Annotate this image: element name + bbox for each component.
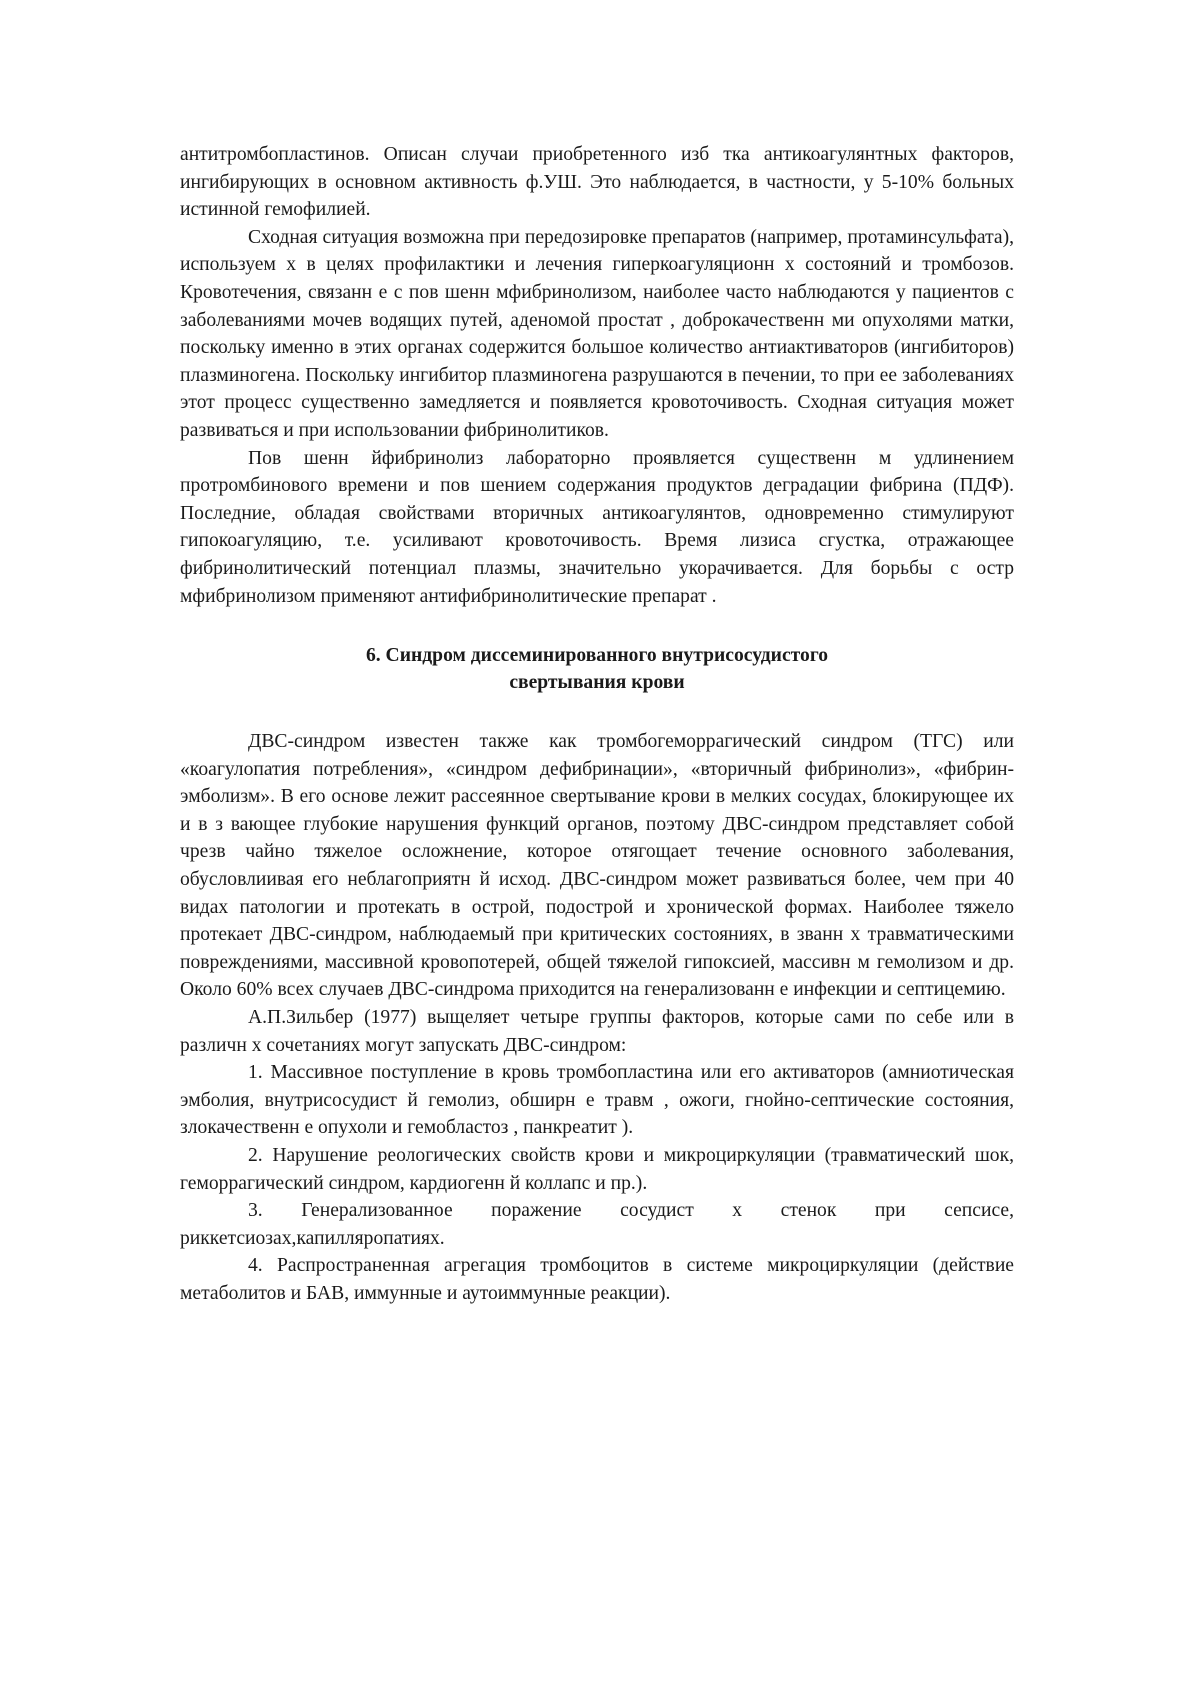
document-page (180, 141, 1014, 1308)
section-heading-line-1: 6. Синдром диссеминированного внутрисосудистого (365, 645, 829, 667)
list-item-factor-1: 1. Массивное поступление в кровь тромбопластина или его активаторов (амниотическая эмболия, внутрисосудист й гемолиз, обширн е травм , ожоги, гнойно-септические состояния, злокачественн е опухоли и гемобластоз , панкреатит ). (180, 1062, 1014, 1139)
list-item-factor-2: 2. Нарушение реологических свойств крови и микроциркуляции (травматический шок, геморрагический синдром, кардиогенн й коллапс и пр.). (180, 1145, 1014, 1194)
paragraph-antithromboplastins: антитромбопластинов. Описан случаи приобретенного изб тка антикоагулянтных факторов, ингибирующих в основном активность ф.УШ. Это наблюдается, в частности, у 5-10% больных истинной гемофилией. (180, 144, 1014, 221)
paragraph-overdose-situation: Сходная ситуация возможна при передозировке препаратов (например, протаминсульфата), используем х в целях профилактики и лечения гиперкоагуляционн х состояний и тромбозов. Кровотечения, связанн е с пов шенн мфибринолизом, наиболее часто наблюдаются у пациентов с заболеваниями мочев водящих путей, аденомой простат , доброкачественн ми опухолями матки, поскольку именно в этих органах содержится большое количество антиактиваторов (ингибиторов) плазминогена. Поскольку ингибитор плазминогена разрушаются в печении, то при ее заболеваниях этот процесс существенно замедляется и появляется кровоточивость. Сходная ситуация может развиваться и при использовании фибринолитиков. (180, 226, 1014, 441)
paragraph-dic-definition: ДВС-синдром известен также как тромбогеморрагический синдром (ТГС) или «коагулопатия потребления», «синдром дефибринации», «вторичный фибринолиз», «фибрин-эмболизм». В его основе лежит рассеянное свертывание крови в мелких сосудах, блокирующее их и в з вающее глубокие нарушения функций органов, поэтому ДВС-синдром представляет собой чрезв чайно тяжелое осложнение, которое отягощает течение основного заболевания, обусловлиивая его неблагоприятн й исход. ДВС-синдром может развиваться более, чем при 40 видах патологии и протекать в острой, подострой и хронической формах. Наиболее тяжело протекает ДВС-синдром, наблюдаемый при критических состояниях, в званн х травматическими повреждениями, массивной кровопотерей, общей тяжелой гипоксией, массивн м гемолизом и др. Около 60% всех случаев ДВС-синдрома приходится на генерализованн е инфекции и септицемию. (180, 731, 1014, 1001)
list-item-factor-3: 3. Генерализованное поражение сосудист х стенок при сепсисе, риккетсиозах,капилляропатиях. (180, 1200, 1014, 1249)
paragraph-fibrinolysis-lab: Пов шенн йфибринолиз лабораторно проявляется существенн м удлинением протромбинового времени и пов шением содержания продуктов деградации фибрина (ПДФ). Последние, обладая свойствами вторичных антикоагулянтов, одновременно стимулируют гипокоагуляцию, т.е. усиливают кровоточивость. Время лизиса сгустка, отражающее фибринолитический потенциал плазмы, значительно укорачивается. Для борьбы с остр мфибринолизом применяют антифибринолитические препарат . (180, 447, 1014, 607)
section-heading (180, 642, 1014, 696)
section-heading-line-2: свертывания крови (509, 672, 685, 694)
list-item-factor-4: 4. Распространенная агрегация тромбоцитов в системе микроциркуляции (действие метаболитов и БАВ, иммунные и аутоиммунные реакции). (180, 1255, 1014, 1304)
paragraph-zilber-factors: А.П.Зильбер (1977) выщеляет четыре группы факторов, которые сами по себе или в различн х сочетаниях могут запускать ДВС-синдром: (180, 1007, 1014, 1056)
